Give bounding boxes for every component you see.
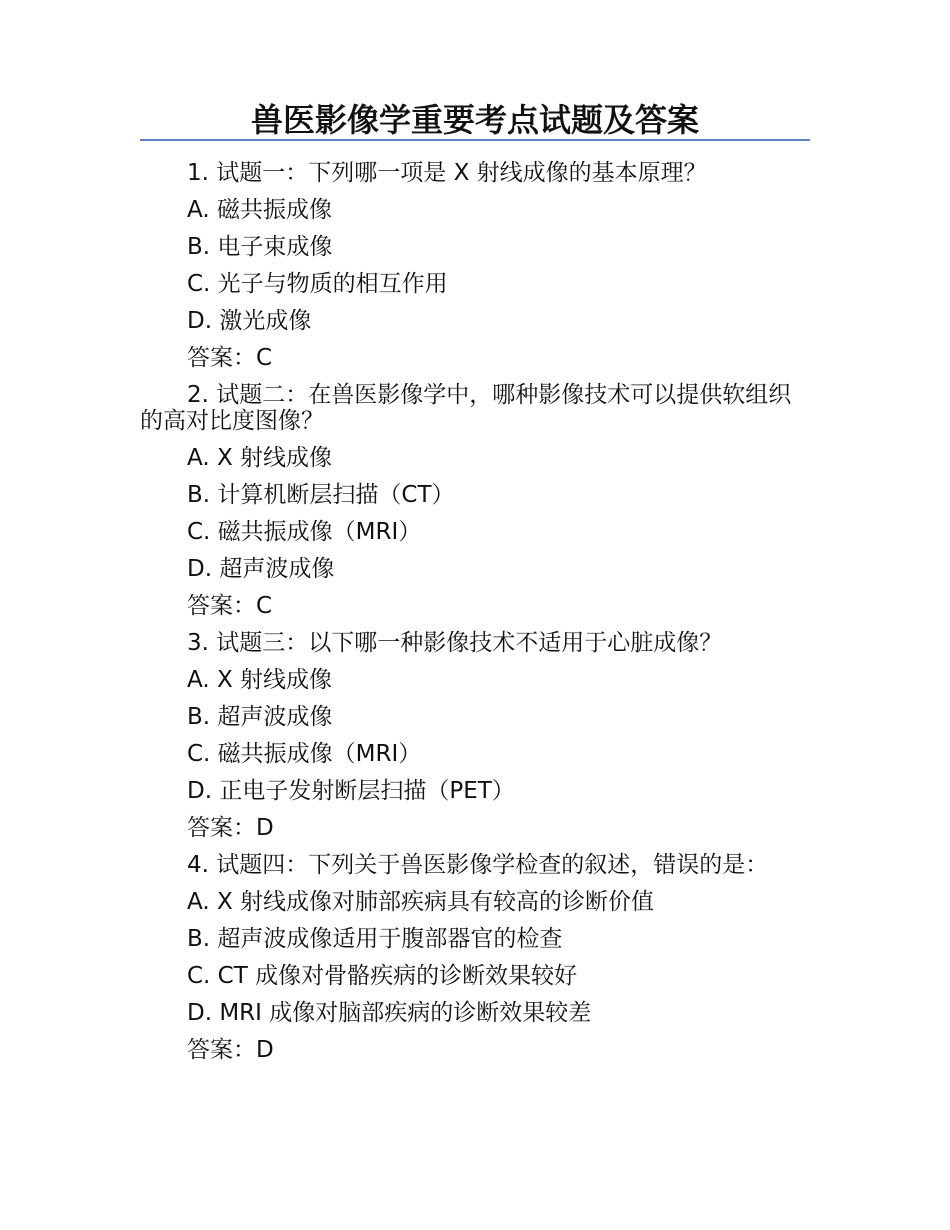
question-option: C. 磁共振成像（MRI） <box>187 519 422 545</box>
question-option: B. 计算机断层扫描（CT） <box>187 482 455 508</box>
question-option: C. 磁共振成像（MRI） <box>187 741 422 767</box>
question-stem: 1. 试题一：下列哪一项是 X 射线成像的基本原理？ <box>187 160 707 186</box>
question-answer: 答案：C <box>187 593 273 619</box>
question-option: C. 光子与物质的相互作用 <box>187 271 448 297</box>
question-option: A. X 射线成像 <box>187 667 333 693</box>
question-option: D. 正电子发射断层扫描（PET） <box>187 778 515 804</box>
question-option: C. CT 成像对骨骼疾病的诊断效果较好 <box>187 963 578 989</box>
question-stem: 3. 试题三：以下哪一种影像技术不适用于心脏成像？ <box>187 630 723 656</box>
question-stem: 2. 试题二：在兽医影像学中，哪种影像技术可以提供软组织的高对比度图像？ <box>140 382 792 434</box>
document-body <box>140 155 812 1069</box>
question-option: B. 超声波成像 <box>187 704 333 730</box>
question-option: A. 磁共振成像 <box>187 197 332 223</box>
question-answer: 答案：D <box>187 815 274 841</box>
question-option: D. 激光成像 <box>187 308 312 334</box>
question-option: A. X 射线成像 <box>187 445 333 471</box>
question-answer: 答案：D <box>187 1037 274 1063</box>
question-option: A. X 射线成像对肺部疾病具有较高的诊断价值 <box>187 889 655 915</box>
document-title: 兽医影像学重要考点试题及答案 <box>250 101 699 139</box>
question-option: D. 超声波成像 <box>187 556 335 582</box>
question-stem: 4. 试题四：下列关于兽医影像学检查的叙述，错误的是： <box>187 852 769 878</box>
question-option: B. 电子束成像 <box>187 234 333 260</box>
question-option: B. 超声波成像适用于腹部器官的检查 <box>187 926 563 952</box>
question-option: D. MRI 成像对脑部疾病的诊断效果较差 <box>187 1000 592 1026</box>
question-answer: 答案：C <box>187 345 273 371</box>
title-underline <box>140 139 810 141</box>
